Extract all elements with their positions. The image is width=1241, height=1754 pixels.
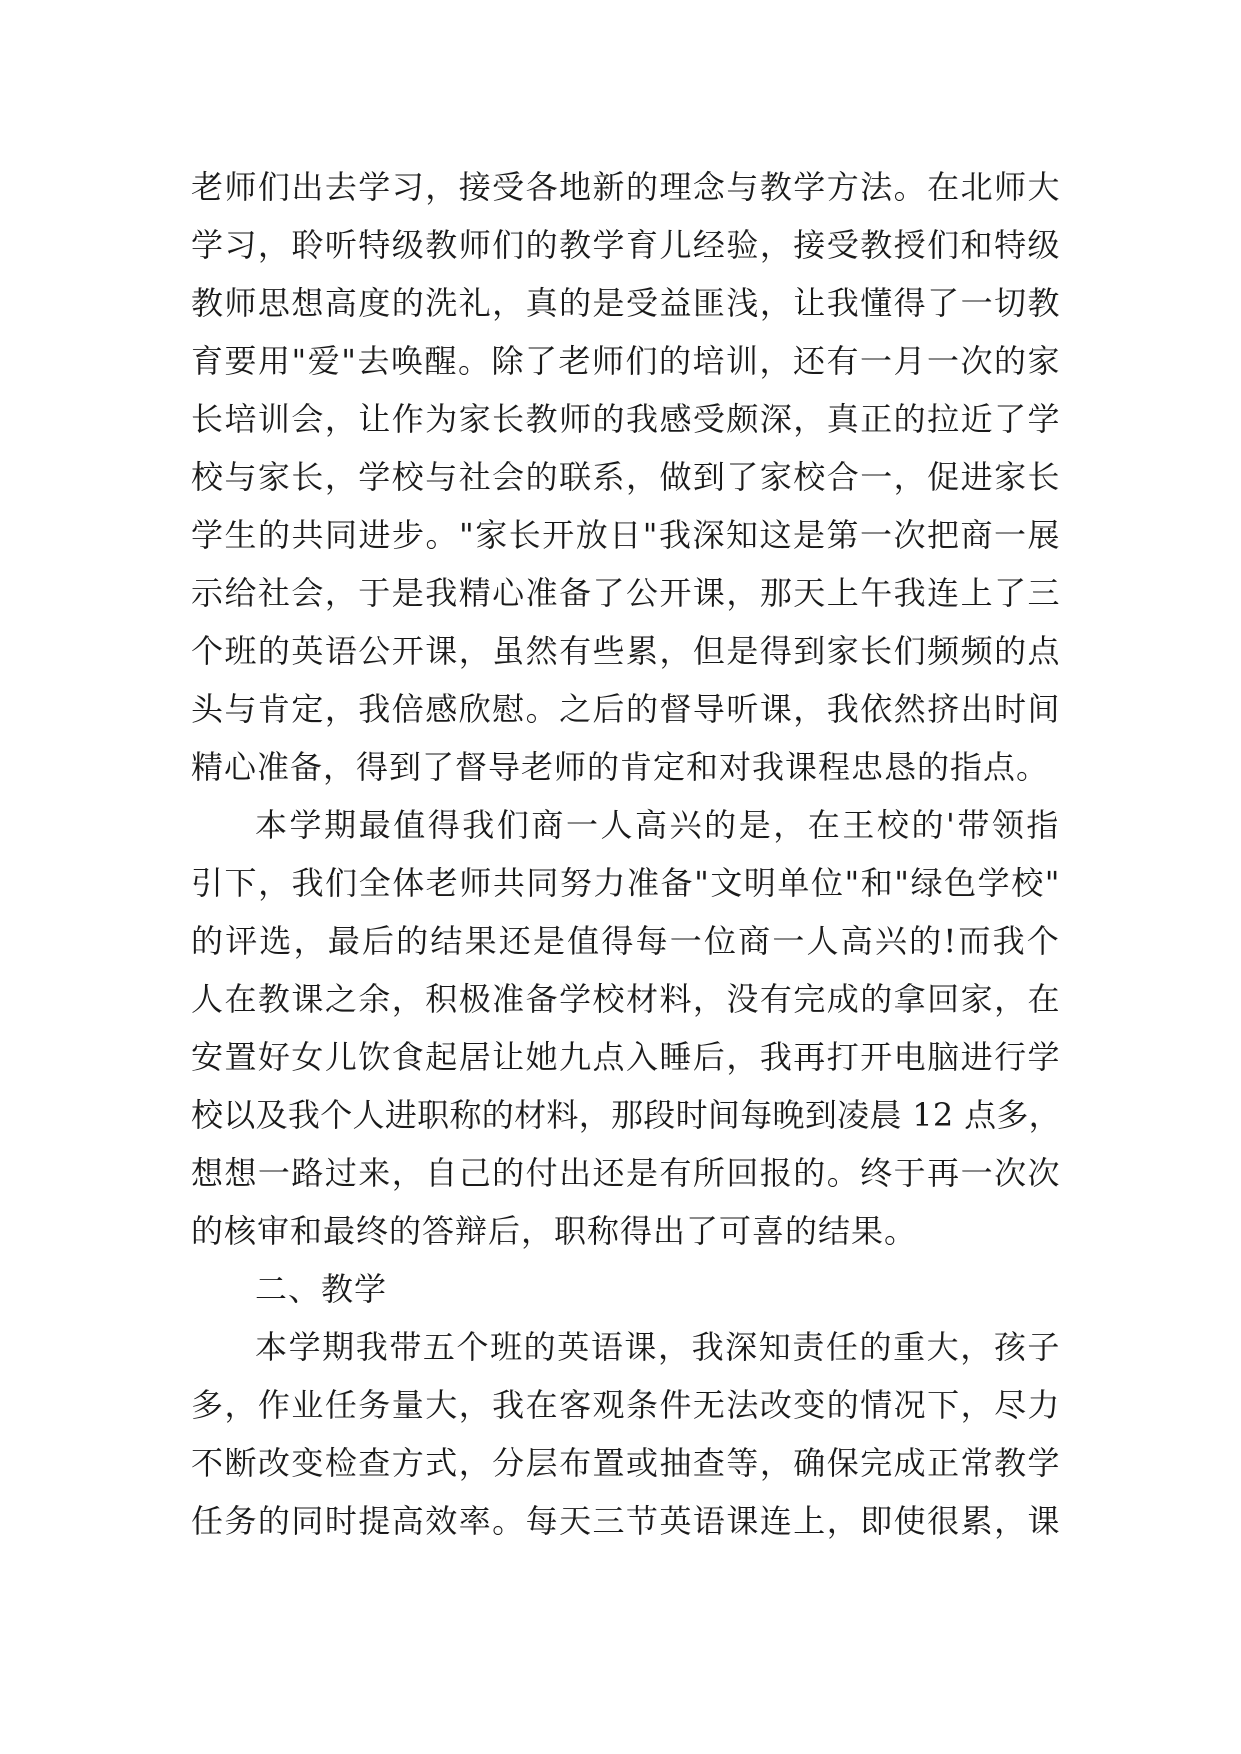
text-line: 校以及我个人进职称的材料，那段时间每晚到凌晨 12 点多， bbox=[191, 1096, 1061, 1134]
paragraph-first-line: 本学期最值得我们商一人高兴的是，在王校的'带领指 bbox=[255, 806, 1061, 844]
paragraph-first-line: 本学期我带五个班的英语课，我深知责任的重大，孩子 bbox=[255, 1328, 1061, 1366]
text-line: 引下，我们全体老师共同努力准备"文明单位"和"绿色学校" bbox=[191, 864, 1061, 902]
text-line: 老师们出去学习，接受各地新的理念与教学方法。在北师大 bbox=[191, 168, 1061, 206]
text-line: 育要用"爱"去唤醒。除了老师们的培训，还有一月一次的家 bbox=[191, 342, 1061, 380]
text-line: 任务的同时提高效率。每天三节英语课连上，即使很累，课 bbox=[191, 1502, 1061, 1540]
paragraph-first-line: 二、教学 bbox=[255, 1270, 388, 1308]
text-line: 不断改变检查方式，分层布置或抽查等，确保完成正常教学 bbox=[191, 1444, 1061, 1482]
text-line: 学习，聆听特级教师们的教学育儿经验，接受教授们和特级 bbox=[191, 226, 1061, 264]
document-body bbox=[191, 158, 1061, 1550]
text-line: 的评选，最后的结果还是值得每一位商一人高兴的!而我个 bbox=[191, 922, 1061, 960]
text-line: 长培训会，让作为家长教师的我感受颇深，真正的拉近了学 bbox=[191, 400, 1061, 438]
text-line: 想想一路过来，自己的付出还是有所回报的。终于再一次次 bbox=[191, 1154, 1061, 1192]
text-line: 多，作业任务量大，我在客观条件无法改变的情况下，尽力 bbox=[191, 1386, 1061, 1424]
text-line: 头与肯定，我倍感欣慰。之后的督导听课，我依然挤出时间 bbox=[191, 690, 1061, 728]
text-line: 个班的英语公开课，虽然有些累，但是得到家长们频频的点 bbox=[191, 632, 1061, 670]
text-line: 示给社会，于是我精心准备了公开课，那天上午我连上了三 bbox=[191, 574, 1061, 612]
text-line: 校与家长，学校与社会的联系，做到了家校合一，促进家长 bbox=[191, 458, 1061, 496]
text-line: 安置好女儿饮食起居让她九点入睡后，我再打开电脑进行学 bbox=[191, 1038, 1061, 1076]
text-line: 的核审和最终的答辩后，职称得出了可喜的结果。 bbox=[191, 1212, 918, 1250]
text-line: 教师思想高度的洗礼，真的是受益匪浅，让我懂得了一切教 bbox=[191, 284, 1061, 322]
text-line: 精心准备，得到了督导老师的肯定和对我课程忠恳的指点。 bbox=[191, 748, 1050, 786]
text-line: 人在教课之余，积极准备学校材料，没有完成的拿回家，在 bbox=[191, 980, 1061, 1018]
text-line: 学生的共同进步。"家长开放日"我深知这是第一次把商一展 bbox=[191, 516, 1061, 554]
